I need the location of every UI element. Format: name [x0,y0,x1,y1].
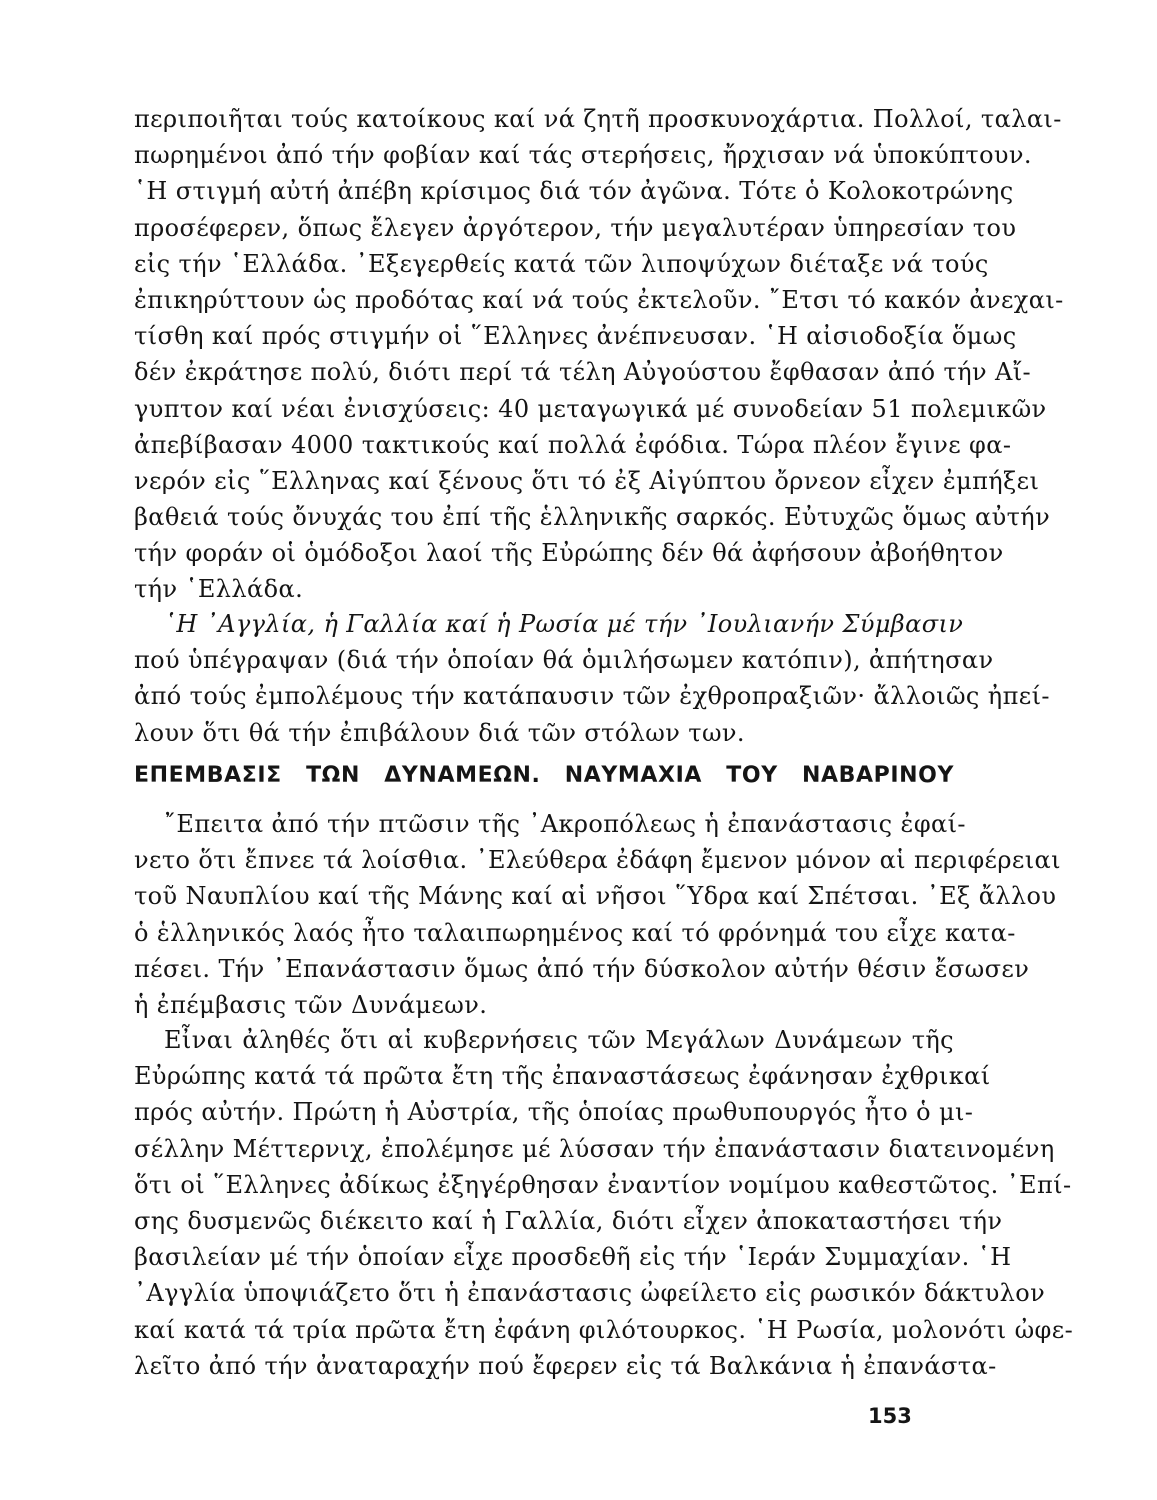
text-line: καί κατά τά τρία πρῶτα ἔτη ἐφάνη φιλότουρκος. ῾Η Ρωσία, μολονότι ὠφε- [134,1315,1074,1344]
text-line: πρός αὐτήν. Πρώτη ἡ Αὐστρία, τῆς ὁποίας πρωθυπουργός ἦτο ὁ μι- [134,1098,974,1127]
paragraph-great-powers [134,1022,1074,1384]
text-line: Εὐρώπης κατά τά πρῶτα ἔτη τῆς ἐπαναστάσεως ἐφάνησαν ἐχθρικαί [134,1062,991,1091]
text-line: ἀπό τούς ἐμπολέμους τήν κατάπαυσιν τῶν ἐχθροπραξιῶν· ἄλλοιῶς ἠπεί- [134,682,1050,711]
text-line: σης δυσμενῶς διέκειτο καί ἡ Γαλλία, διότι εἶχεν ἀποκαταστήσει τήν [134,1206,1003,1235]
text-line: σέλλην Μέττερνιχ, ἐπολέμησε μέ λύσσαν τήν ἐπανάστασιν διατεινομένη [134,1134,1055,1163]
text-line: πού ὑπέγραψαν (διά τήν ὁποίαν θά ὁμιλήσωμεν κατόπιν), ἀπήτησαν [134,646,994,675]
text-line: ῾Η ᾿Αγγλία, ἡ Γαλλία καί ἡ Ρωσία μέ τήν ᾿Ιουλιανήν Σύμβασιν [164,610,964,638]
text-line: βασιλείαν μέ τήν ὁποίαν εἶχε προσδεθῆ εἰς τήν ῾Ιεράν Συμμαχίαν. ῾Η [134,1243,1012,1272]
text-line: εἰς τήν ῾Ελλάδα. ᾿Εξεγερθείς κατά τῶν λιποψύχων διέταξε νά τούς [134,249,989,278]
text-line: ῾Η στιγμή αὐτή ἀπέβη κρίσιμος διά τόν ἀγῶνα. Τότε ὁ Κολοκοτρώνης [134,177,1014,206]
text-line: λεῖτο ἀπό τήν ἀναταραχήν πού ἔφερεν εἰς τά Βαλκάνια ἡ ἐπανάστα- [134,1351,997,1380]
text-line: τήν ῾Ελλάδα. [134,575,304,604]
text-line: τήν φοράν οἱ ὁμόδοξοι λαοί τῆς Εὐρώπης δέν θά ἀφήσουν ἀβοήθητον [134,539,1004,568]
text-line: ὁ ἑλληνικός λαός ἦτο ταλαιπωρημένος καί τό φρόνημά του εἶχε κατα- [134,918,1016,947]
text-line: τίσθη καί πρός στιγμήν οἱ ῞Ελληνες ἀνέπνευσαν. ῾Η αἰσιοδοξία ὅμως [134,322,1017,351]
text-line: τοῦ Ναυπλίου καί τῆς Μάνης καί αἱ νῆσοι ῞Υδρα καί Σπέτσαι. ᾿Εξ ἄλλου [134,882,1057,911]
text-line: ῎Επειτα ἀπό τήν πτῶσιν τῆς ᾿Ακροπόλεως ἡ ἐπανάστασις ἐφαί- [164,810,966,838]
paragraph-intervention [134,806,1061,1023]
text-line: βαθειά τούς ὄνυχάς του ἐπί τῆς ἑλληνικῆς σαρκός. Εὐτυχῶς ὅμως αὐτήν [134,503,1051,532]
paragraph-kolokotronis [134,101,1064,608]
page-number: 153 [868,1404,912,1428]
text-line: γυπτον καί νέαι ἐνισχύσεις: 40 μεταγωγικά μέ συνοδείαν 51 πολεμικῶν [134,394,1047,423]
text-line: Εἶναι ἀληθές ὅτι αἱ κυβερνήσεις τῶν Μεγάλων Δυνάμεων τῆς [164,1026,954,1054]
text-line: νερόν εἰς ῞Ελληνας καί ξένους ὅτι τό ἐξ Αἰγύπτου ὄρνεον εἶχεν ἐμπήξει [134,466,1040,495]
text-line: περιποιῆται τούς κατοίκους καί νά ζητῆ προσκυνοχάρτια. Πολλοί, ταλαι- [134,105,1062,133]
text-line: ἀπεβίβασαν 4000 τακτικούς καί πολλά ἐφόδια. Τώρα πλέον ἔγινε φα- [134,430,1012,459]
text-line: ὅτι οἱ ῞Ελληνες ἀδίκως ἐξηγέρθησαν ἐναντίον νομίμου καθεστῶτος. ᾿Επί- [134,1170,1072,1199]
text-line: προσέφερεν, ὅπως ἔλεγεν ἀργότερον, τήν μεγαλυτέραν ὑπηρεσίαν του [134,213,1017,242]
text-line: πέσει. Τήν ᾿Επανάστασιν ὅμως ἀπό τήν δύσκολον αὐτήν θέσιν ἔσωσεν [134,954,1030,983]
text-line: δέν ἐκράτησε πολύ, διότι περί τά τέλη Αὐγούστου ἔφθασαν ἀπό τήν Αἴ- [134,358,1032,387]
section-heading: ΕΠΕΜΒΑΣΙΣ ΤΩΝ ΔΥΝΑΜΕΩΝ. ΝΑΥΜΑΧΙΑ ΤΟΥ ΝΑΒΑΡΙΝΟΥ [134,763,954,788]
paragraph-julian-convention [134,606,1050,751]
text-line: ἐπικηρύττουν ὡς προδότας καί νά τούς ἐκτελοῦν. ῎Ετσι τό κακόν ἀνεχαι- [134,285,1064,314]
text-line: ἡ ἐπέμβασις τῶν Δυνάμεων. [134,990,488,1019]
text-line: λουν ὅτι θά τήν ἐπιβάλουν διά τῶν στόλων των. [134,718,745,747]
text-line: ᾿Αγγλία ὑποψιάζετο ὅτι ἡ ἐπανάστασις ὠφείλετο εἰς ρωσικόν δάκτυλον [134,1279,1046,1308]
text-line: νετο ὅτι ἔπνεε τά λοίσθια. ᾿Ελεύθερα ἐδάφη ἔμενον μόνον αἱ περιφέρειαι [134,846,1061,875]
text-line: πωρημένοι ἀπό τήν φοβίαν καί τάς στερήσεις, ἤρχισαν νά ὑποκύπτουν. [134,141,1032,170]
